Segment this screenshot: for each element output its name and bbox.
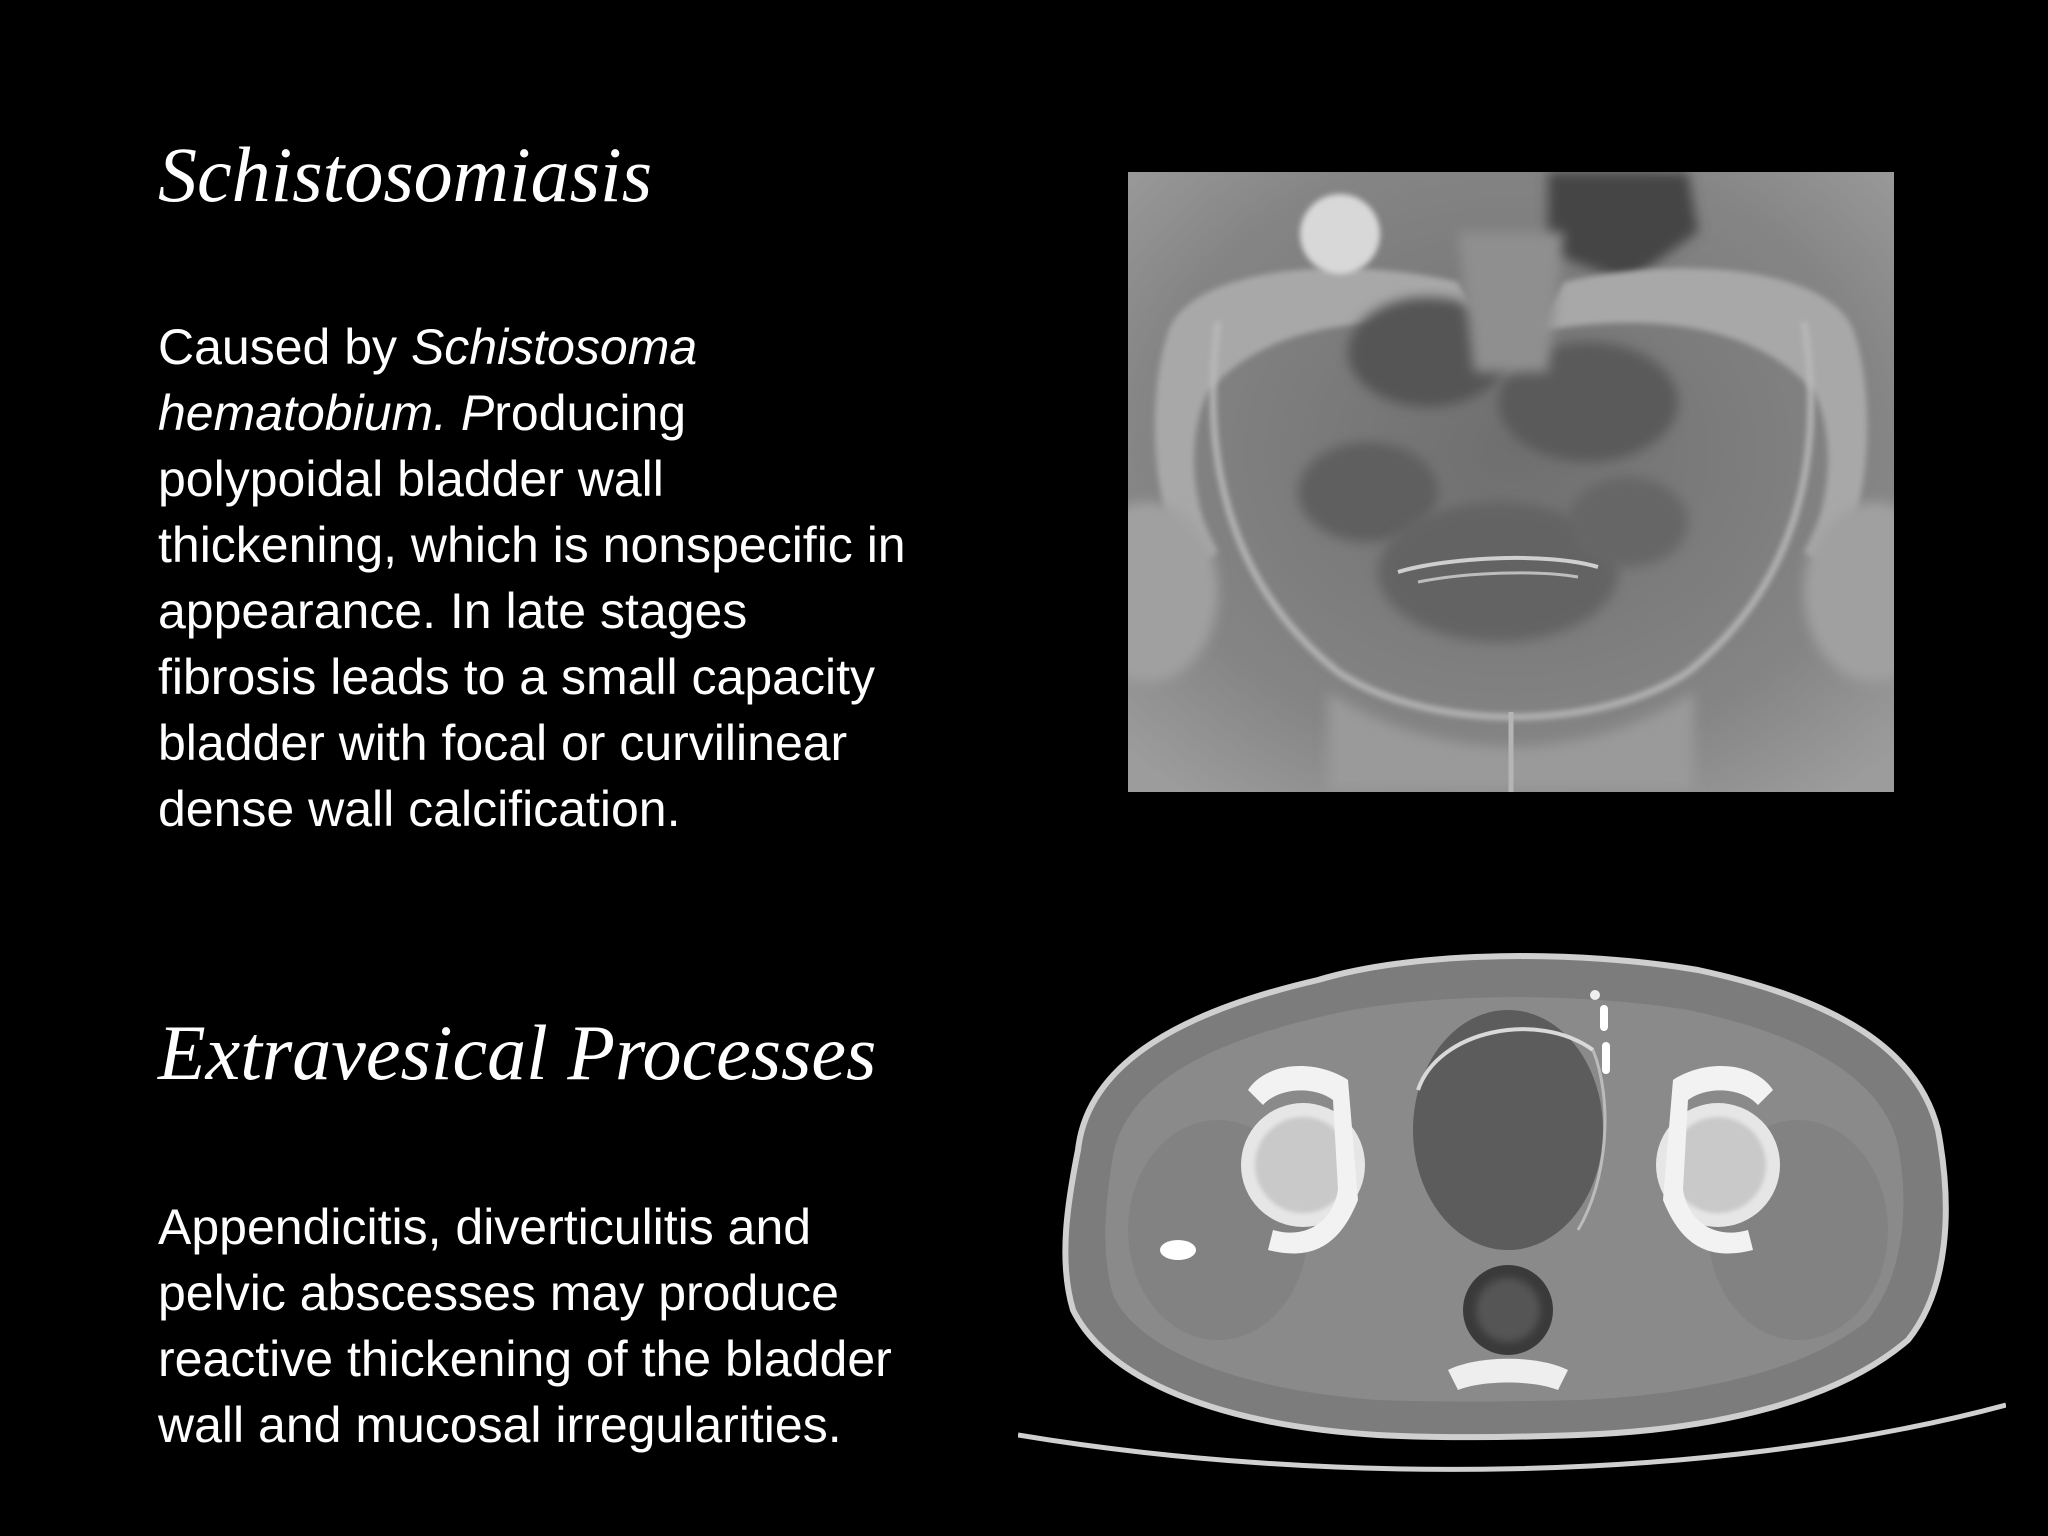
text-line <box>158 1260 1018 1326</box>
text-line <box>158 644 1018 710</box>
text-run: appearance. In late stages <box>158 583 748 639</box>
text-run: Appendicitis, diverticulitis and <box>158 1199 812 1255</box>
section-title-extravesical: Extravesical Processes <box>158 1009 877 1096</box>
text-line <box>158 512 1018 578</box>
pelvic-radiograph-image <box>1128 172 1894 792</box>
text-line <box>158 446 1018 512</box>
text-line <box>158 1194 1018 1260</box>
text-run: wall and mucosal irregularities. <box>158 1397 842 1453</box>
section-body-extravesical <box>158 1194 1018 1458</box>
text-run: roducing <box>494 385 687 441</box>
text-line <box>158 578 1018 644</box>
section-title-schistosomiasis: Schistosomiasis <box>158 131 653 218</box>
text-run: dense wall calcification. <box>158 781 681 837</box>
text-run: pelvic abscesses may produce <box>158 1265 839 1321</box>
text-line <box>158 314 1018 380</box>
italic-text-run: hematobium. P <box>158 385 495 441</box>
text-run: Caused by <box>158 319 411 375</box>
text-line <box>158 380 1018 446</box>
text-run: bladder with focal or curvilinear <box>158 715 848 771</box>
text-run: thickening, which is nonspecific in <box>158 517 906 573</box>
text-line <box>158 776 1018 842</box>
text-line <box>158 710 1018 776</box>
text-run: polypoidal bladder wall <box>158 451 664 507</box>
text-run: fibrosis leads to a small capacity <box>158 649 875 705</box>
axial-pelvic-ct-image <box>1018 930 2006 1482</box>
text-run: reactive thickening of the bladder <box>158 1331 892 1387</box>
section-body-schistosomiasis <box>158 314 1018 842</box>
italic-text-run: Schistosoma <box>410 319 698 375</box>
text-line <box>158 1392 1018 1458</box>
text-line <box>158 1326 1018 1392</box>
